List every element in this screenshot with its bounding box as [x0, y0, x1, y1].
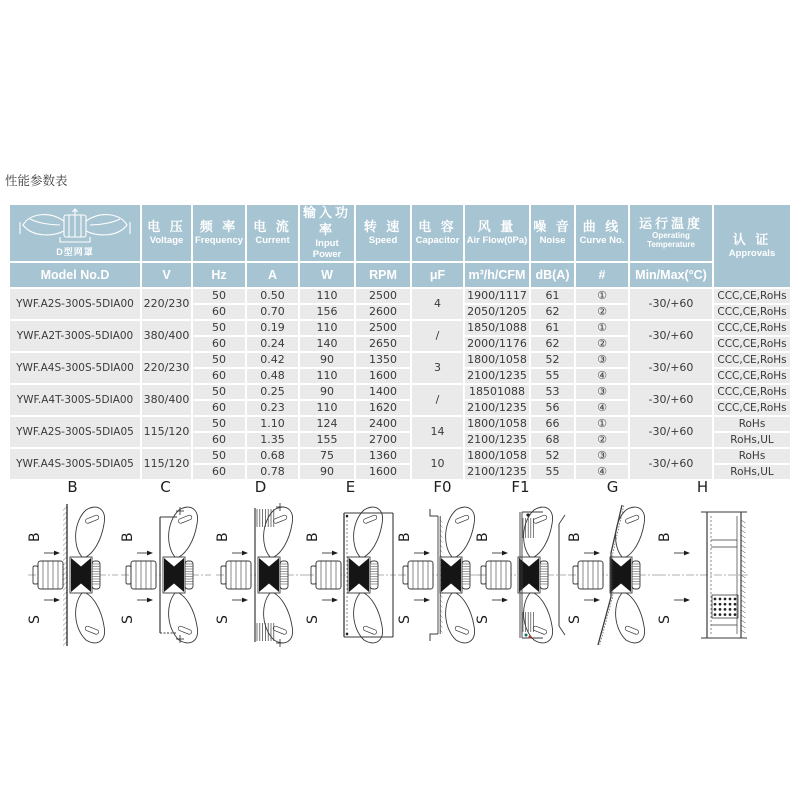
- cell-airflow: 2000/1176: [465, 337, 529, 351]
- diagram-label: G: [606, 478, 619, 496]
- cell-model: YWF.A2T-300S-5DIA00: [10, 321, 140, 351]
- cell-speed: 2600: [356, 305, 410, 319]
- cell-frequency: 60: [193, 337, 245, 351]
- mounting-variant-g: [565, 478, 660, 650]
- cell-speed: 1600: [356, 369, 410, 383]
- svg-text:B: B: [567, 532, 583, 542]
- cell-curve-no: ④: [576, 465, 628, 479]
- svg-text:S: S: [475, 615, 491, 624]
- cell-airflow: 1900/1117: [465, 289, 529, 303]
- cell-noise: 53: [531, 385, 574, 399]
- mounting-variant-b: [25, 478, 120, 650]
- col-header-model: Model No.D: [10, 263, 140, 287]
- svg-text:B: B: [475, 532, 491, 542]
- mounting-variant-e: [303, 478, 398, 650]
- cell-approvals: CCC,CE,RoHs: [714, 353, 790, 367]
- cell-approvals: CCC,CE,RoHs: [714, 289, 790, 303]
- fan-diagram-G: [565, 500, 660, 650]
- cell-current: 0.25: [247, 385, 298, 399]
- fan-diagram-F1: [473, 500, 568, 650]
- cell-curve-no: ①: [576, 321, 628, 335]
- page-title: 性能参数表: [5, 174, 68, 188]
- cell-operating-temperature: -30/+60: [630, 321, 712, 351]
- cell-input-power: 124: [300, 417, 354, 431]
- col-header-curve-no-: 曲 线 Curve No.: [576, 205, 628, 261]
- cell-noise: 55: [531, 465, 574, 479]
- cell-airflow: 2100/1235: [465, 433, 529, 447]
- cell-noise: 62: [531, 305, 574, 319]
- svg-text:S: S: [305, 615, 321, 624]
- cell-operating-temperature: -30/+60: [630, 417, 712, 447]
- cell-voltage: 380/400: [142, 321, 191, 351]
- col-header-frequency: 频 率 Frequency: [193, 205, 245, 261]
- cell-airflow: 1800/1058: [465, 449, 529, 463]
- diagram-label: F1: [511, 478, 530, 496]
- unit-header-3: W: [300, 263, 354, 287]
- cell-voltage: 380/400: [142, 385, 191, 415]
- cell-curve-no: ②: [576, 433, 628, 447]
- cell-current: 0.48: [247, 369, 298, 383]
- cell-curve-no: ①: [576, 289, 628, 303]
- cell-airflow: 2100/1235: [465, 465, 529, 479]
- cell-speed: 1620: [356, 401, 410, 415]
- cell-speed: 2500: [356, 289, 410, 303]
- table-row: [10, 417, 790, 431]
- col-header-voltage: 电 压 Voltage: [142, 205, 191, 261]
- cell-airflow: 1850/1088: [465, 321, 529, 335]
- cell-model: YWF.A4S-300S-5DIA05: [10, 449, 140, 479]
- cell-current: 1.35: [247, 433, 298, 447]
- cell-input-power: 90: [300, 385, 354, 399]
- cell-model: YWF.A4T-300S-5DIA00: [10, 385, 140, 415]
- cell-input-power: 110: [300, 369, 354, 383]
- fan-diagram-D: [213, 500, 308, 650]
- cell-operating-temperature: -30/+60: [630, 353, 712, 383]
- cell-approvals: RoHs: [714, 417, 790, 431]
- col-header-noise: 噪 音 Noise: [531, 205, 574, 261]
- cell-frequency: 60: [193, 465, 245, 479]
- spec-table: [8, 203, 792, 481]
- cell-input-power: 75: [300, 449, 354, 463]
- cell-voltage: 115/120: [142, 417, 191, 447]
- svg-text:B: B: [397, 532, 413, 542]
- cell-capacitor: /: [412, 385, 463, 415]
- cell-speed: 2400: [356, 417, 410, 431]
- unit-header-4: RPM: [356, 263, 410, 287]
- diagram-label: D: [254, 478, 267, 496]
- cell-speed: 2650: [356, 337, 410, 351]
- cell-noise: 68: [531, 433, 574, 447]
- unit-header-6: m³/h/CFM: [465, 263, 529, 287]
- unit-header-2: A: [247, 263, 298, 287]
- cell-speed: 2700: [356, 433, 410, 447]
- col-header-speed: 转 速 Speed: [356, 205, 410, 261]
- cell-input-power: 140: [300, 337, 354, 351]
- cell-speed: 2500: [356, 321, 410, 335]
- cell-speed: 1600: [356, 465, 410, 479]
- cell-model: YWF.A2S-300S-5DIA05: [10, 417, 140, 447]
- fan-diagram-C: [118, 500, 213, 650]
- fan-diagram-H: [655, 500, 750, 650]
- cell-frequency: 50: [193, 321, 245, 335]
- unit-header-7: dB(A): [531, 263, 574, 287]
- cell-noise: 55: [531, 369, 574, 383]
- cell-voltage: 220/230: [142, 353, 191, 383]
- mounting-variant-h: [655, 478, 750, 650]
- cell-noise: 52: [531, 353, 574, 367]
- cell-input-power: 110: [300, 289, 354, 303]
- col-header-capacitor: 电 容 Capacitor: [412, 205, 463, 261]
- diagram-label: C: [160, 478, 171, 496]
- cell-frequency: 50: [193, 417, 245, 431]
- cell-approvals: CCC,CE,RoHs: [714, 337, 790, 351]
- cell-current: 0.70: [247, 305, 298, 319]
- cell-airflow: 2100/1235: [465, 369, 529, 383]
- col-header-operating-temperature: 运行温度 Operating Temperature: [630, 205, 712, 261]
- svg-text:S: S: [567, 615, 583, 624]
- cell-approvals: CCC,CE,RoHs: [714, 369, 790, 383]
- cell-approvals: RoHs: [714, 449, 790, 463]
- unit-header-5: μF: [412, 263, 463, 287]
- cell-capacitor: /: [412, 321, 463, 351]
- cell-speed: 1350: [356, 353, 410, 367]
- header-fan-image: [10, 205, 140, 261]
- cell-airflow: 1800/1058: [465, 353, 529, 367]
- cell-noise: 66: [531, 417, 574, 431]
- cell-frequency: 60: [193, 305, 245, 319]
- cell-curve-no: ③: [576, 353, 628, 367]
- cell-noise: 52: [531, 449, 574, 463]
- cell-current: 0.24: [247, 337, 298, 351]
- fan-image-label: D型网罩: [56, 247, 94, 258]
- unit-header-0: V: [142, 263, 191, 287]
- cell-input-power: 90: [300, 353, 354, 367]
- diagram-label: B: [67, 478, 78, 496]
- svg-text:B: B: [120, 532, 136, 542]
- fan-diagram-B: [25, 500, 120, 650]
- cell-approvals: CCC,CE,RoHs: [714, 385, 790, 399]
- diagram-label: E: [345, 478, 356, 496]
- cell-approvals: CCC,CE,RoHs: [714, 305, 790, 319]
- cell-airflow: 18501088: [465, 385, 529, 399]
- cell-curve-no: ③: [576, 385, 628, 399]
- cell-frequency: 50: [193, 449, 245, 463]
- cell-capacitor: 10: [412, 449, 463, 479]
- svg-text:B: B: [215, 532, 231, 542]
- table-row: [10, 385, 790, 399]
- col-header-input-power: 输入功率 Input Power: [300, 205, 354, 261]
- table-row: [10, 449, 790, 463]
- cell-capacitor: 14: [412, 417, 463, 447]
- cell-input-power: 90: [300, 465, 354, 479]
- cell-noise: 62: [531, 337, 574, 351]
- cell-capacitor: 3: [412, 353, 463, 383]
- cell-model: YWF.A2S-300S-5DIA00: [10, 289, 140, 319]
- table-row: [10, 321, 790, 335]
- diagram-label: F0: [433, 478, 452, 496]
- cell-airflow: 1800/1058: [465, 417, 529, 431]
- cell-frequency: 50: [193, 353, 245, 367]
- cell-input-power: 110: [300, 321, 354, 335]
- cell-noise: 61: [531, 321, 574, 335]
- cell-curve-no: ④: [576, 369, 628, 383]
- col-header-air-flow-0pa-: 风 量 Air Flow(0Pa): [465, 205, 529, 261]
- cell-voltage: 115/120: [142, 449, 191, 479]
- cell-operating-temperature: -30/+60: [630, 449, 712, 479]
- col-header-approvals: 认 证 Approvals: [714, 205, 790, 287]
- svg-text:B: B: [27, 532, 43, 542]
- cell-approvals: RoHs,UL: [714, 433, 790, 447]
- cell-curve-no: ④: [576, 401, 628, 415]
- svg-text:S: S: [27, 615, 43, 624]
- cell-frequency: 50: [193, 385, 245, 399]
- table-row: [10, 289, 790, 303]
- svg-text:S: S: [657, 615, 673, 624]
- cell-approvals: CCC,CE,RoHs: [714, 401, 790, 415]
- cell-current: 0.19: [247, 321, 298, 335]
- cell-approvals: CCC,CE,RoHs: [714, 321, 790, 335]
- cell-curve-no: ③: [576, 449, 628, 463]
- svg-text:B: B: [305, 532, 321, 542]
- cell-approvals: RoHs,UL: [714, 465, 790, 479]
- cell-operating-temperature: -30/+60: [630, 289, 712, 319]
- fan-front-icon: [16, 208, 134, 246]
- mounting-variant-f1: [473, 478, 568, 650]
- unit-header-1: Hz: [193, 263, 245, 287]
- cell-curve-no: ②: [576, 305, 628, 319]
- diagram-label: H: [696, 478, 709, 496]
- mounting-diagrams: [0, 478, 800, 658]
- cell-noise: 61: [531, 289, 574, 303]
- cell-capacitor: 4: [412, 289, 463, 319]
- cell-airflow: 2100/1235: [465, 401, 529, 415]
- fan-diagram-E: [303, 500, 398, 650]
- cell-current: 0.68: [247, 449, 298, 463]
- svg-text:S: S: [397, 615, 413, 624]
- cell-model: YWF.A4S-300S-5DIA00: [10, 353, 140, 383]
- cell-current: 0.78: [247, 465, 298, 479]
- unit-header-9: Min/Max(°C): [630, 263, 712, 287]
- cell-input-power: 156: [300, 305, 354, 319]
- cell-frequency: 60: [193, 369, 245, 383]
- mounting-variant-c: [118, 478, 213, 650]
- cell-current: 0.50: [247, 289, 298, 303]
- cell-frequency: 60: [193, 401, 245, 415]
- cell-current: 1.10: [247, 417, 298, 431]
- cell-frequency: 60: [193, 433, 245, 447]
- cell-input-power: 110: [300, 401, 354, 415]
- svg-text:B: B: [657, 532, 673, 542]
- col-header-current: 电 流 Current: [247, 205, 298, 261]
- cell-operating-temperature: -30/+60: [630, 385, 712, 415]
- cell-current: 0.23: [247, 401, 298, 415]
- cell-input-power: 155: [300, 433, 354, 447]
- svg-text:S: S: [120, 615, 136, 624]
- cell-voltage: 220/230: [142, 289, 191, 319]
- cell-curve-no: ②: [576, 337, 628, 351]
- cell-speed: 1360: [356, 449, 410, 463]
- cell-frequency: 50: [193, 289, 245, 303]
- cell-speed: 1400: [356, 385, 410, 399]
- unit-header-8: #: [576, 263, 628, 287]
- mounting-variant-d: [213, 478, 308, 650]
- cell-airflow: 2050/1205: [465, 305, 529, 319]
- cell-current: 0.42: [247, 353, 298, 367]
- cell-noise: 56: [531, 401, 574, 415]
- cell-curve-no: ①: [576, 417, 628, 431]
- svg-text:S: S: [215, 615, 231, 624]
- table-row: [10, 353, 790, 367]
